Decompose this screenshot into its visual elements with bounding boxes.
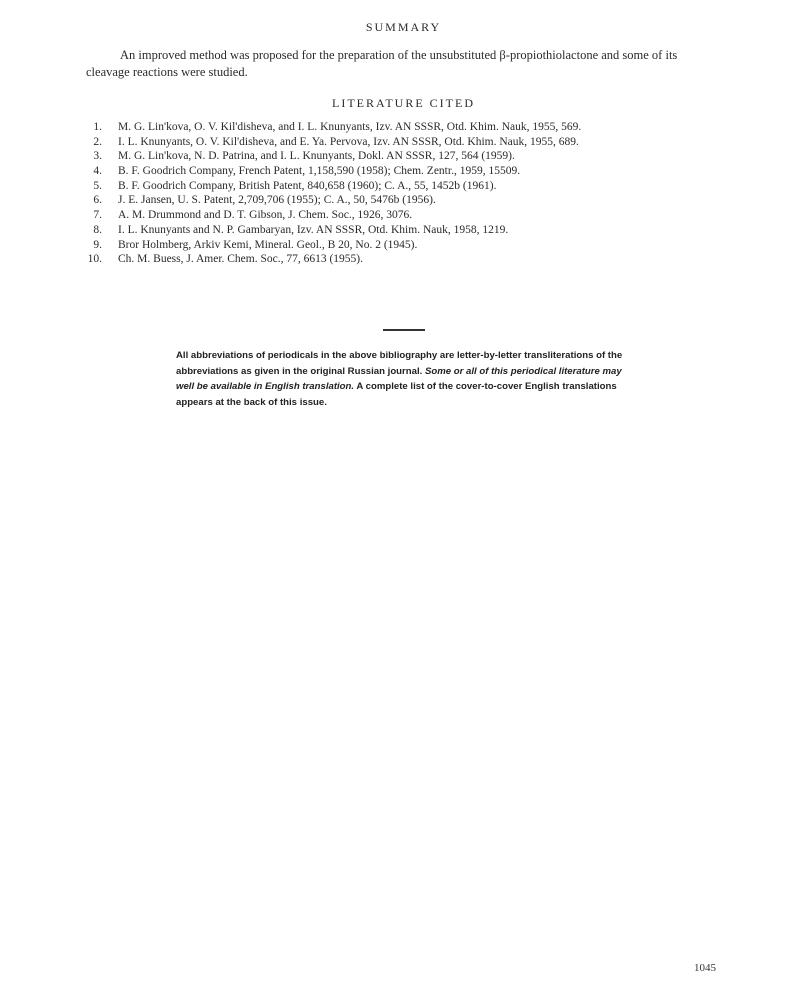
- reference-number: 4.: [93, 165, 102, 178]
- reference-text: I. L. Knunyants and N. P. Gambaryan, Izv. AN SSSR, Otd. Khim. Nauk, 1958, 1219.: [118, 223, 509, 236]
- reference-number: 10.: [87, 253, 102, 266]
- reference-number: 7.: [93, 209, 102, 222]
- reference-number: 9.: [93, 238, 102, 251]
- reference-item: [80, 223, 720, 238]
- page-number: 1045: [694, 962, 716, 974]
- reference-list: [80, 120, 720, 267]
- notice-text-part3: A complete list of the cover-to-cover English translations appears at the back of this issue.: [176, 381, 617, 408]
- reference-text: B. F. Goodrich Company, French Patent, 1,158,590 (1958); Chem. Zentr., 1959, 15509.: [118, 165, 521, 178]
- reference-number: 3.: [93, 150, 102, 163]
- reference-item: [80, 120, 720, 135]
- section-divider: [383, 329, 425, 331]
- reference-number: 1.: [93, 121, 102, 133]
- reference-item: [80, 208, 720, 223]
- reference-item: [80, 149, 720, 164]
- reference-item: [80, 164, 720, 179]
- reference-text: Bror Holmberg, Arkiv Kemi, Mineral. Geol., B 20, No. 2 (1945).: [118, 238, 418, 251]
- summary-heading: SUMMARY: [365, 20, 442, 34]
- reference-number: 8.: [93, 223, 102, 236]
- reference-text: M. G. Lin'kova, O. V. Kil'disheva, and I. L. Knunyants, Izv. AN SSSR, Otd. Khim. Nauk, 1955, 569.: [118, 121, 582, 133]
- reference-text: I. L. Knunyants, O. V. Kil'disheva, and E. Ya. Pervova, Izv. AN SSSR, Otd. Khim. Nauk, 1955, 689.: [118, 135, 579, 148]
- literature-heading: LITERATURE CITED: [332, 96, 475, 110]
- reference-item: [80, 252, 720, 267]
- reference-item: [80, 135, 720, 150]
- reference-number: 6.: [93, 194, 102, 207]
- reference-item: [80, 193, 720, 208]
- notice-text-part1: All abbreviations of periodicals in the above bibliography are letter-by-letter transliterations of the abbreviations as given in the original Russian journal.: [176, 350, 623, 377]
- translation-notice: [176, 348, 626, 410]
- notice-text-part2: Some or all of this periodical literature may well be available in English translation.: [176, 365, 622, 392]
- reference-text: B. F. Goodrich Company, British Patent, 840,658 (1960); C. A., 55, 1452b (1961).: [118, 179, 497, 192]
- summary-text: An improved method was proposed for the preparation of the unsubstituted β-propiothiolactone and some of its cleavage reactions were studied.: [86, 48, 678, 79]
- reference-number: 5.: [93, 179, 102, 192]
- reference-text: J. E. Jansen, U. S. Patent, 2,709,706 (1955); C. A., 50, 5476b (1956).: [118, 194, 436, 207]
- reference-text: Ch. M. Buess, J. Amer. Chem. Soc., 77, 6613 (1955).: [118, 253, 364, 266]
- reference-text: A. M. Drummond and D. T. Gibson, J. Chem. Soc., 1926, 3076.: [118, 209, 413, 222]
- reference-number: 2.: [93, 135, 102, 148]
- reference-item: [80, 179, 720, 194]
- reference-item: [80, 238, 720, 253]
- reference-text: M. G. Lin'kova, N. D. Patrina, and I. L. Knunyants, Dokl. AN SSSR, 127, 564 (1959).: [118, 150, 515, 163]
